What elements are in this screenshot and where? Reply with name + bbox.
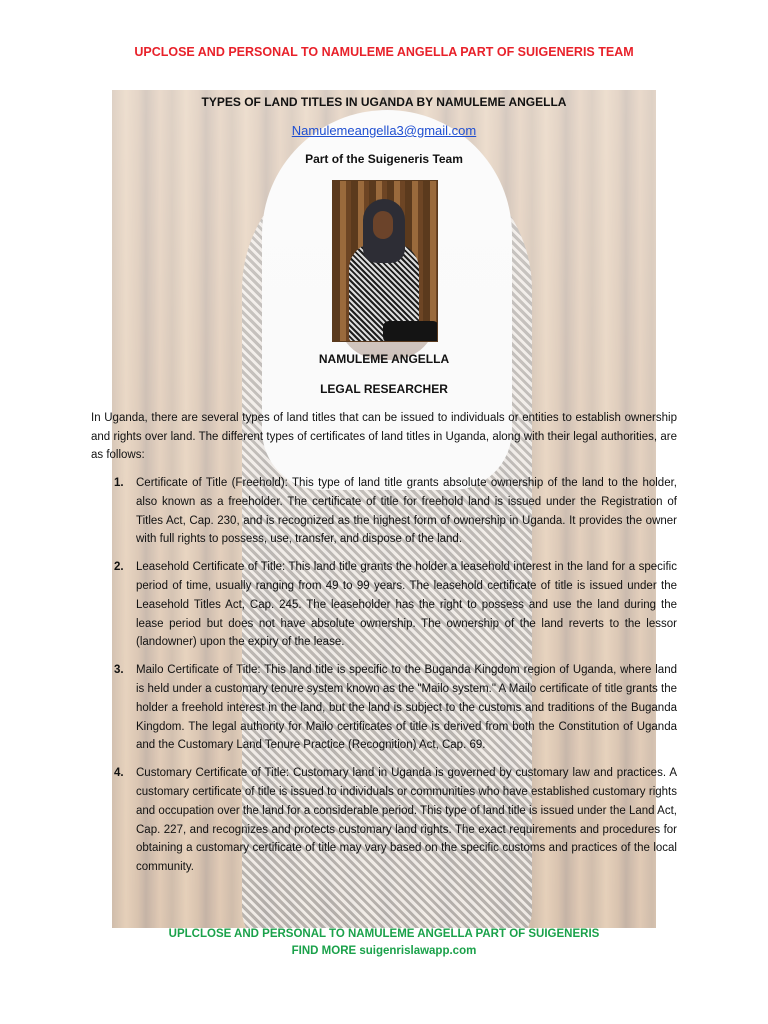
list-item-text: Leasehold Certificate of Title: This land title grants the holder a leasehold interest in the land for a specific period of time, usually ranging from 49 to 99 years. The leasehold certificate of title is issued under the Leasehold Titles Act, Cap. 245. The leaseholder has the right to possess and use the land during the lease period but does not have absolute ownership. The ownership of the land reverts to the lessor (landowner) upon the expiry of the lease. <box>136 561 677 649</box>
list-item-number: 2. <box>114 561 124 574</box>
author-role: LEGAL RESEARCHER <box>320 382 448 396</box>
list-item-number: 3. <box>114 664 124 677</box>
photo-face <box>373 211 393 239</box>
photo-legs <box>383 321 438 342</box>
author-name: NAMULEME ANGELLA <box>318 352 450 366</box>
list-item <box>91 558 677 652</box>
team-line: Part of the Suigeneris Team <box>305 152 463 166</box>
list-item-number: 4. <box>114 767 124 780</box>
intro-paragraph: In Uganda, there are several types of land titles that can be issued to individuals or entities to establish ownership and rights over land. The different types of certificates of land titles in Uganda, along with their legal authorities, are as follows: <box>91 412 677 461</box>
list-item-text: Certificate of Title (Freehold): This type of land title grants absolute ownership of the land to the holder, also known as a freeholder. The certificate of title for freehold land is issued under the Registration of Titles Act, Cap. 230, and is recognized as the highest form of ownership in Uganda. It provides the owner with full rights to possess, use, transfer, and dispose of the land. <box>136 477 677 546</box>
list-item-text: Customary Certificate of Title: Customary land in Uganda is governed by customary law and practices. A customary certificate of title is issued to individuals or communities who have established customary rights and occupation over the land for a considerable period. This type of land title is issued under the Land Act, Cap. 227, and recognizes and protects customary land rights. The exact requirements and procedures for obtaining a customary certificate of title may vary based on the specific customs and practices of the local community. <box>136 767 677 874</box>
list-item <box>91 764 677 877</box>
list-item <box>91 474 677 549</box>
header-banner: UPCLOSE AND PERSONAL TO NAMULEME ANGELLA PART OF SUIGENERIS TEAM <box>134 45 634 59</box>
author-photo <box>332 180 438 342</box>
land-title-list <box>91 474 677 877</box>
footer-website-link[interactable]: FIND MORE suigenrislawapp.com <box>291 945 477 957</box>
list-item-number: 1. <box>114 477 124 489</box>
document-title: TYPES OF LAND TITLES IN UGANDA BY NAMULEME ANGELLA <box>201 95 567 109</box>
footer-line-1: UPLCLOSE AND PERSONAL TO NAMULEME ANGELLA PART OF SUIGENERIS <box>168 928 600 940</box>
list-item-text: Mailo Certificate of Title: This land title is specific to the Buganda Kingdom region of Uganda, where land is held under a customary tenure system known as the "Mailo system." A Mailo certificate of title grants the holder a freehold interest in the land, but the land is subject to the customs and traditions of the Buganda Kingdom. The legal authority for Mailo certificates of title is derived from both the Constitution of Uganda and the Customary Land Tenure Practice (Recognition) Act, Cap. 69. <box>136 664 677 752</box>
list-item <box>91 661 677 755</box>
author-email-link[interactable]: Namulemeangella3@gmail.com <box>291 123 477 138</box>
footer <box>0 926 768 960</box>
